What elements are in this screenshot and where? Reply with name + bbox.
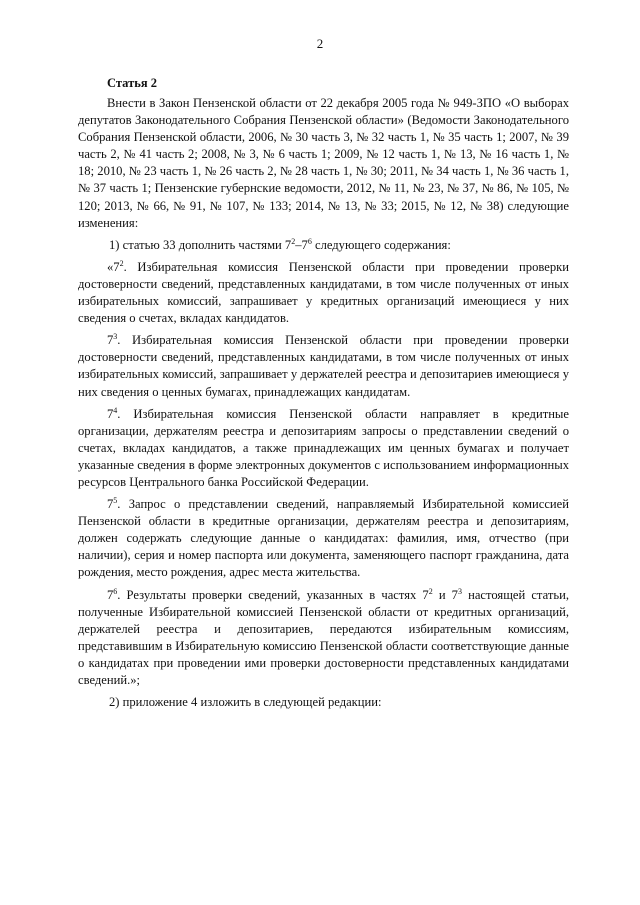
- part-7-4-sup: 4: [113, 405, 118, 415]
- item-1-sup-start: 2: [291, 236, 296, 246]
- part-7-5: [78, 496, 569, 581]
- item-2: 2) приложение 4 изложить в следующей редакции:: [109, 695, 382, 710]
- part-7-5-sup: 5: [113, 496, 118, 506]
- part-7-2-text: . Избирательная комиссия Пензенской области при проведении проверки достоверности сведений, представленных кандидатами, в том числе полученных от иных избирательных комиссий, запрашивает у кредитных организаций имеющиеся у них сведения о счетах, вкладах кандидатов.: [78, 259, 569, 326]
- part-7-6-sup: 6: [113, 586, 118, 596]
- part-7-6: [78, 587, 569, 690]
- article-title: Статья 2: [107, 76, 157, 90]
- intro-paragraph: Внести в Закон Пензенской области от 22 декабря 2005 года № 949-ЗПО «О выборах депутатов Законодательного Собрания Пензенской области» (Ведомости Законодательного Собрания Пензенской области, 2006, № 30 часть 3, № 32 часть 1, № 35 часть 1; 2007, № 39 часть 2, № 41 часть 2; 2008, № 3, № 6 часть 1; 2009, № 12 часть 1, № 13, № 16 часть 1, № 18; 2010, № 23 часть 1, № 26 часть 2, № 28 часть 1, № 30; 2011, № 34 часть 1, № 36 часть 1, № 37 часть 1; Пензенские губернские ведомости, 2012, № 11, № 23, № 37, № 86, № 105, № 120; 2013, № 66, № 91, № 107, № 133; 2014, № 13, № 33; 2015, № 12, № 38) следующие изменения:: [78, 96, 569, 230]
- item-1-dash: –7: [295, 237, 308, 252]
- part-7-2: [78, 259, 569, 327]
- part-7-2-sup: 2: [119, 258, 124, 268]
- part-7-6-prefix: 7: [107, 587, 114, 602]
- part-7-4-prefix: 7: [107, 406, 114, 421]
- part-7-6-and: и 7: [432, 587, 458, 602]
- part-7-6-sup-b: 3: [457, 586, 462, 596]
- part-7-5-prefix: 7: [107, 497, 114, 512]
- part-7-4-text: . Избирательная комиссия Пензенской области направляет в кредитные организации, держателям реестра и депозитариям запросы о представлении сведений о счетах, вкладах кандидатов, а также принадлежащих им ценных бумагах и получает указанные сведения в форме электронных документов с использованием информационных ресурсов Центрального банка Российской Федерации.: [78, 406, 569, 489]
- item-1-suffix: следующего содержания:: [311, 237, 451, 252]
- part-7-4: [78, 406, 569, 491]
- part-7-3-text: . Избирательная комиссия Пензенской области при проведении проверки достоверности сведений, представленных кандидатами, в том числе полученных от иных избирательных комиссий, запрашивает у держателей реестра и депозитариев имеющиеся у них сведения о ценных бумагах, принадлежащих кандидатам.: [78, 333, 569, 399]
- item-1-prefix: 1) статью 33 дополнить частями 7: [109, 237, 292, 252]
- part-7-3: [78, 332, 569, 400]
- page-number: 2: [316, 36, 324, 51]
- part-7-6-text-2: настоящей статьи, полученные Избирательной комиссией Пензенской области от кредитных организаций, держателей реестра и депозитариев, передаются избирательным комиссиям, представившим в Избирательную комиссию Пензенской области соответствующие данные о кандидатах при проведении ими проверки достоверности представленных кандидатами сведений.»;: [78, 587, 569, 687]
- item-1-sup-end: 6: [307, 236, 312, 246]
- part-7-2-prefix: «7: [107, 259, 120, 274]
- part-7-6-text-1: . Результаты проверки сведений, указанных в частях 7: [117, 587, 429, 602]
- part-7-6-sup-a: 2: [428, 586, 433, 596]
- item-1: [78, 237, 569, 254]
- part-7-3-sup: 3: [113, 332, 118, 342]
- part-7-5-text: . Запрос о представлении сведений, направляемый Избирательной комиссией Пензенской области в кредитные организации, держателям реестра и депозитариям, должен содержать следующие данные о кандидатах: фамилия, имя, отчество (при наличии), серия и номер паспорта или документа, заменяющего паспорт гражданина, дата рождения, место рождения, адрес места жительства.: [78, 497, 569, 580]
- part-7-3-prefix: 7: [107, 333, 114, 348]
- document-body: [78, 95, 569, 716]
